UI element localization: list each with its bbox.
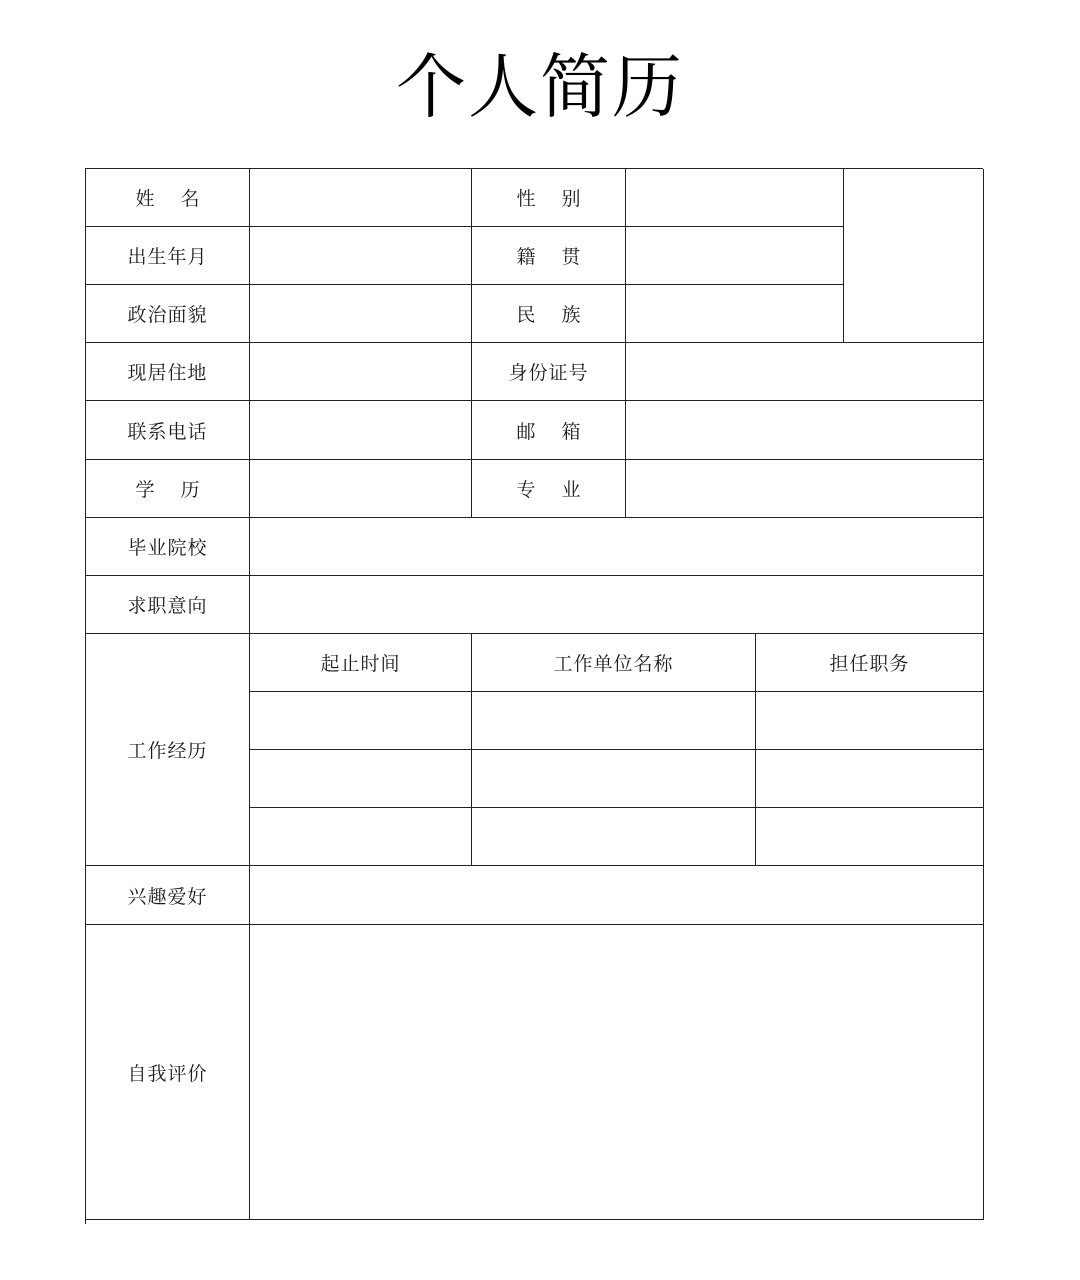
- label-school: 毕业院校: [86, 518, 250, 576]
- photo-box[interactable]: [844, 169, 984, 343]
- label-address: 现居住地: [86, 343, 250, 401]
- job-intention-field[interactable]: [250, 576, 984, 634]
- work-employer-cell[interactable]: [472, 750, 756, 808]
- label-self-evaluation: 自我评价: [86, 925, 250, 1220]
- education-field[interactable]: [250, 460, 472, 518]
- label-phone: 联系电话: [86, 401, 250, 460]
- work-position-cell[interactable]: [756, 808, 984, 866]
- work-period-cell[interactable]: [250, 692, 472, 750]
- id-number-field[interactable]: [626, 343, 984, 401]
- label-political-status: 政治面貌: [86, 285, 250, 343]
- label-work-history: 工作经历: [86, 634, 250, 866]
- email-field[interactable]: [626, 401, 984, 460]
- resume-form-table: [85, 168, 983, 1224]
- work-header-position: 担任职务: [756, 634, 984, 692]
- label-hobbies: 兴趣爱好: [86, 866, 250, 925]
- major-field[interactable]: [626, 460, 984, 518]
- birth-field[interactable]: [250, 227, 472, 285]
- label-birth: 出生年月: [86, 227, 250, 285]
- label-native-place: 籍贯: [472, 227, 626, 285]
- work-period-cell[interactable]: [250, 750, 472, 808]
- label-email: 邮箱: [472, 401, 626, 460]
- label-major: 专业: [472, 460, 626, 518]
- ethnicity-field[interactable]: [626, 285, 844, 343]
- label-education: 学历: [86, 460, 250, 518]
- gender-field[interactable]: [626, 169, 844, 227]
- native-place-field[interactable]: [626, 227, 844, 285]
- work-header-period: 起止时间: [250, 634, 472, 692]
- label-id-number: 身份证号: [472, 343, 626, 401]
- label-gender: 性别: [472, 169, 626, 227]
- work-employer-cell[interactable]: [472, 808, 756, 866]
- self-evaluation-field[interactable]: [250, 925, 984, 1220]
- label-ethnicity: 民族: [472, 285, 626, 343]
- work-period-cell[interactable]: [250, 808, 472, 866]
- page-title: 个人简历: [396, 46, 684, 128]
- name-field[interactable]: [250, 169, 472, 227]
- work-position-cell[interactable]: [756, 750, 984, 808]
- phone-field[interactable]: [250, 401, 472, 460]
- address-field[interactable]: [250, 343, 472, 401]
- label-job-intention: 求职意向: [86, 576, 250, 634]
- hobbies-field[interactable]: [250, 866, 984, 925]
- work-position-cell[interactable]: [756, 692, 984, 750]
- school-field[interactable]: [250, 518, 984, 576]
- label-name: 姓名: [86, 169, 250, 227]
- work-header-employer: 工作单位名称: [472, 634, 756, 692]
- political-status-field[interactable]: [250, 285, 472, 343]
- work-employer-cell[interactable]: [472, 692, 756, 750]
